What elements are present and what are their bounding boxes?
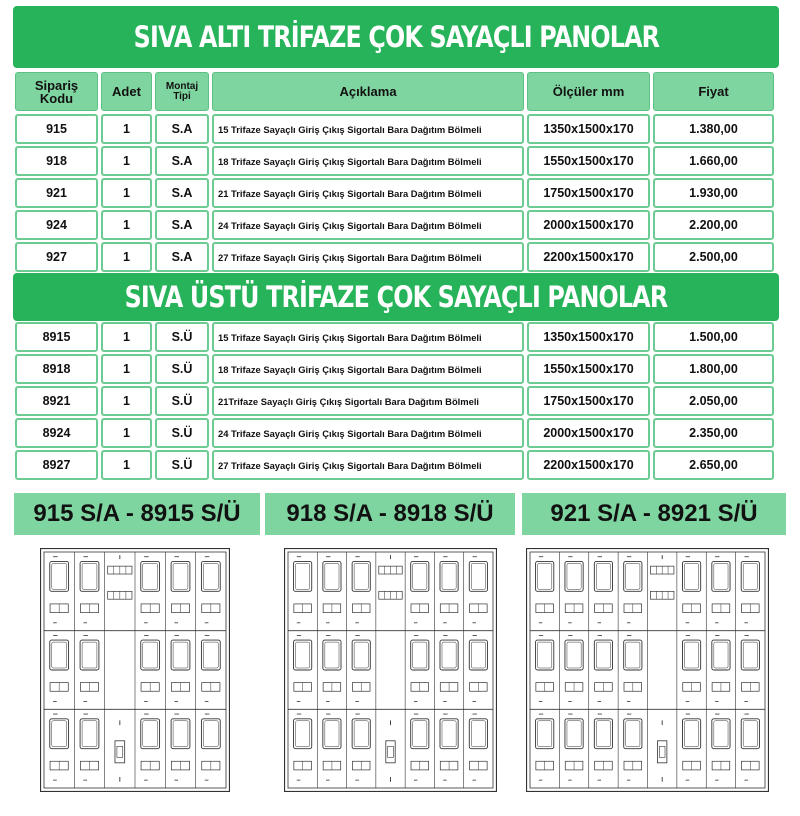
cell-mount-type: S.Ü [155,354,209,384]
header-description: Açıklama [212,72,524,111]
header-mount-line2: Tipi [173,90,191,102]
panel-drawing [284,548,497,792]
meter-window [440,561,458,591]
cell-order-code: 8924 [15,418,98,448]
meter-window [201,640,220,670]
meter-window [682,719,700,749]
meter-window [141,719,160,749]
cell-price: 2.200,00 [653,210,774,240]
meter-window [411,640,429,670]
meter-window [171,640,190,670]
model-label-921: 921 S/A - 8921 S/Ü [522,493,786,535]
meter-window [712,561,730,591]
panel-diagram-918 [284,548,497,792]
cell-price: 1.800,00 [653,354,774,384]
section-title-surface-mount [13,273,779,321]
cell-dimensions: 1750x1500x170 [527,178,650,208]
cell-description: 27 Trifaze Sayaçlı Giriş Çıkış Sigortalı Bara Dağıtım Bölmeli [212,242,524,272]
table-row [13,210,779,240]
section-title-text: SIVA ALTI TRİFAZE ÇOK SAYAÇLI PANOLAR [133,20,659,54]
main-switch [115,741,125,763]
table-row [13,386,779,416]
cell-mount-type: S.A [155,210,209,240]
meter-window [352,719,370,749]
cell-price: 2.050,00 [653,386,774,416]
meter-window [741,719,759,749]
cell-dimensions: 2000x1500x170 [527,418,650,448]
table-header [13,72,779,111]
panel-drawing [40,548,230,792]
cell-order-code: 8915 [15,322,98,352]
meter-window [536,640,554,670]
cell-order-code: 8921 [15,386,98,416]
meter-window [352,640,370,670]
cell-dimensions: 1750x1500x170 [527,386,650,416]
cell-qty: 1 [101,114,152,144]
cell-order-code: 8918 [15,354,98,384]
meter-window [594,719,612,749]
cell-qty: 1 [101,450,152,480]
model-label-915: 915 S/A - 8915 S/Ü [14,493,260,535]
meter-window [80,561,99,591]
meter-window [741,561,759,591]
meter-window [440,719,458,749]
header-qty: Adet [101,72,152,111]
cell-dimensions: 2200x1500x170 [527,242,650,272]
meter-window [565,561,583,591]
meter-window [80,719,99,749]
meter-window [682,561,700,591]
meter-window [536,561,554,591]
cell-description: 15 Trifaze Sayaçlı Giriş Çıkış Sigortalı Bara Dağıtım Bölmeli [212,322,524,352]
meter-window [469,561,487,591]
meter-window [171,561,190,591]
table-row [13,322,779,352]
table-row [13,178,779,208]
cell-mount-type: S.Ü [155,322,209,352]
cell-order-code: 927 [15,242,98,272]
meter-window [624,561,642,591]
main-switch [657,741,666,763]
meter-window [80,640,99,670]
cell-price: 2.650,00 [653,450,774,480]
cell-price: 2.500,00 [653,242,774,272]
meter-window [469,640,487,670]
meter-window [712,719,730,749]
meter-window [294,719,312,749]
meter-window [352,561,370,591]
meter-window [323,561,341,591]
cell-qty: 1 [101,322,152,352]
cell-mount-type: S.Ü [155,386,209,416]
meter-window [440,640,458,670]
cell-qty: 1 [101,146,152,176]
cell-mount-type: S.A [155,114,209,144]
cell-order-code: 921 [15,178,98,208]
cell-price: 2.350,00 [653,418,774,448]
cell-dimensions: 2200x1500x170 [527,450,650,480]
header-order-code [15,72,98,111]
cell-price: 1.660,00 [653,146,774,176]
header-order-code-line1: Sipariş [34,77,79,93]
header-dimensions: Ölçüler mm [527,72,650,111]
header-mount-type [155,72,209,111]
panel-drawing [526,548,769,792]
cell-dimensions: 1350x1500x170 [527,322,650,352]
cell-description: 24 Trifaze Sayaçlı Giriş Çıkış Sigortalı Bara Dağıtım Bölmeli [212,418,524,448]
cell-dimensions: 1350x1500x170 [527,114,650,144]
meter-window [712,640,730,670]
meter-window [50,719,69,749]
cell-description: 21 Trifaze Sayaçlı Giriş Çıkış Sigortalı Bara Dağıtım Bölmeli [212,178,524,208]
panel-diagram-921 [526,548,769,792]
meter-window [141,561,160,591]
table-row [13,450,779,480]
meter-window [294,640,312,670]
cell-description: 27 Trifaze Sayaçlı Giriş Çıkış Sigortalı Bara Dağıtım Bölmeli [212,450,524,480]
cell-mount-type: S.Ü [155,418,209,448]
cell-order-code: 915 [15,114,98,144]
meter-window [565,719,583,749]
table-row [13,146,779,176]
cell-qty: 1 [101,242,152,272]
cell-mount-type: S.A [155,242,209,272]
meter-window [411,719,429,749]
meter-window [594,640,612,670]
meter-window [294,561,312,591]
cell-dimensions: 1550x1500x170 [527,354,650,384]
cell-mount-type: S.Ü [155,450,209,480]
meter-window [682,640,700,670]
meter-window [141,640,160,670]
cell-qty: 1 [101,178,152,208]
cell-qty: 1 [101,210,152,240]
meter-window [411,561,429,591]
table-row [13,114,779,144]
cell-description: 18 Trifaze Sayaçlı Giriş Çıkış Sigortalı Bara Dağıtım Bölmeli [212,146,524,176]
cell-price: 1.500,00 [653,322,774,352]
meter-window [469,719,487,749]
meter-window [50,561,69,591]
meter-window [171,719,190,749]
table-row [13,354,779,384]
cell-qty: 1 [101,386,152,416]
main-switch [386,741,395,763]
meter-window [594,561,612,591]
meter-window [741,640,759,670]
meter-window [50,640,69,670]
table-row [13,242,779,272]
header-order-code-line2: Kodu [39,90,74,106]
meter-window [323,640,341,670]
cell-order-code: 8927 [15,450,98,480]
meter-window [201,719,220,749]
table-row [13,418,779,448]
cell-price: 1.380,00 [653,114,774,144]
meter-window [201,561,220,591]
cell-dimensions: 1550x1500x170 [527,146,650,176]
cell-dimensions: 2000x1500x170 [527,210,650,240]
cell-price: 1.930,00 [653,178,774,208]
section-title-flush-mount [13,6,779,68]
header-mount-line1: Montaj [165,80,199,92]
header-price: Fiyat [653,72,774,111]
cell-order-code: 918 [15,146,98,176]
cell-description: 15 Trifaze Sayaçlı Giriş Çıkış Sigortalı Bara Dağıtım Bölmeli [212,114,524,144]
cell-order-code: 924 [15,210,98,240]
cell-mount-type: S.A [155,178,209,208]
cell-description: 24 Trifaze Sayaçlı Giriş Çıkış Sigortalı Bara Dağıtım Bölmeli [212,210,524,240]
meter-window [323,719,341,749]
cell-qty: 1 [101,418,152,448]
meter-window [624,640,642,670]
meter-window [565,640,583,670]
section-title-text: SIVA ÜSTÜ TRİFAZE ÇOK SAYAÇLI PANOLAR [124,280,668,314]
cell-description: 18 Trifaze Sayaçlı Giriş Çıkış Sigortalı Bara Dağıtım Bölmeli [212,354,524,384]
panel-diagram-915 [40,548,230,792]
meter-window [536,719,554,749]
cell-mount-type: S.A [155,146,209,176]
cell-qty: 1 [101,354,152,384]
cell-description: 21Trifaze Sayaçlı Giriş Çıkış Sigortalı Bara Dağıtım Bölmeli [212,386,524,416]
meter-window [624,719,642,749]
model-label-918: 918 S/A - 8918 S/Ü [265,493,515,535]
